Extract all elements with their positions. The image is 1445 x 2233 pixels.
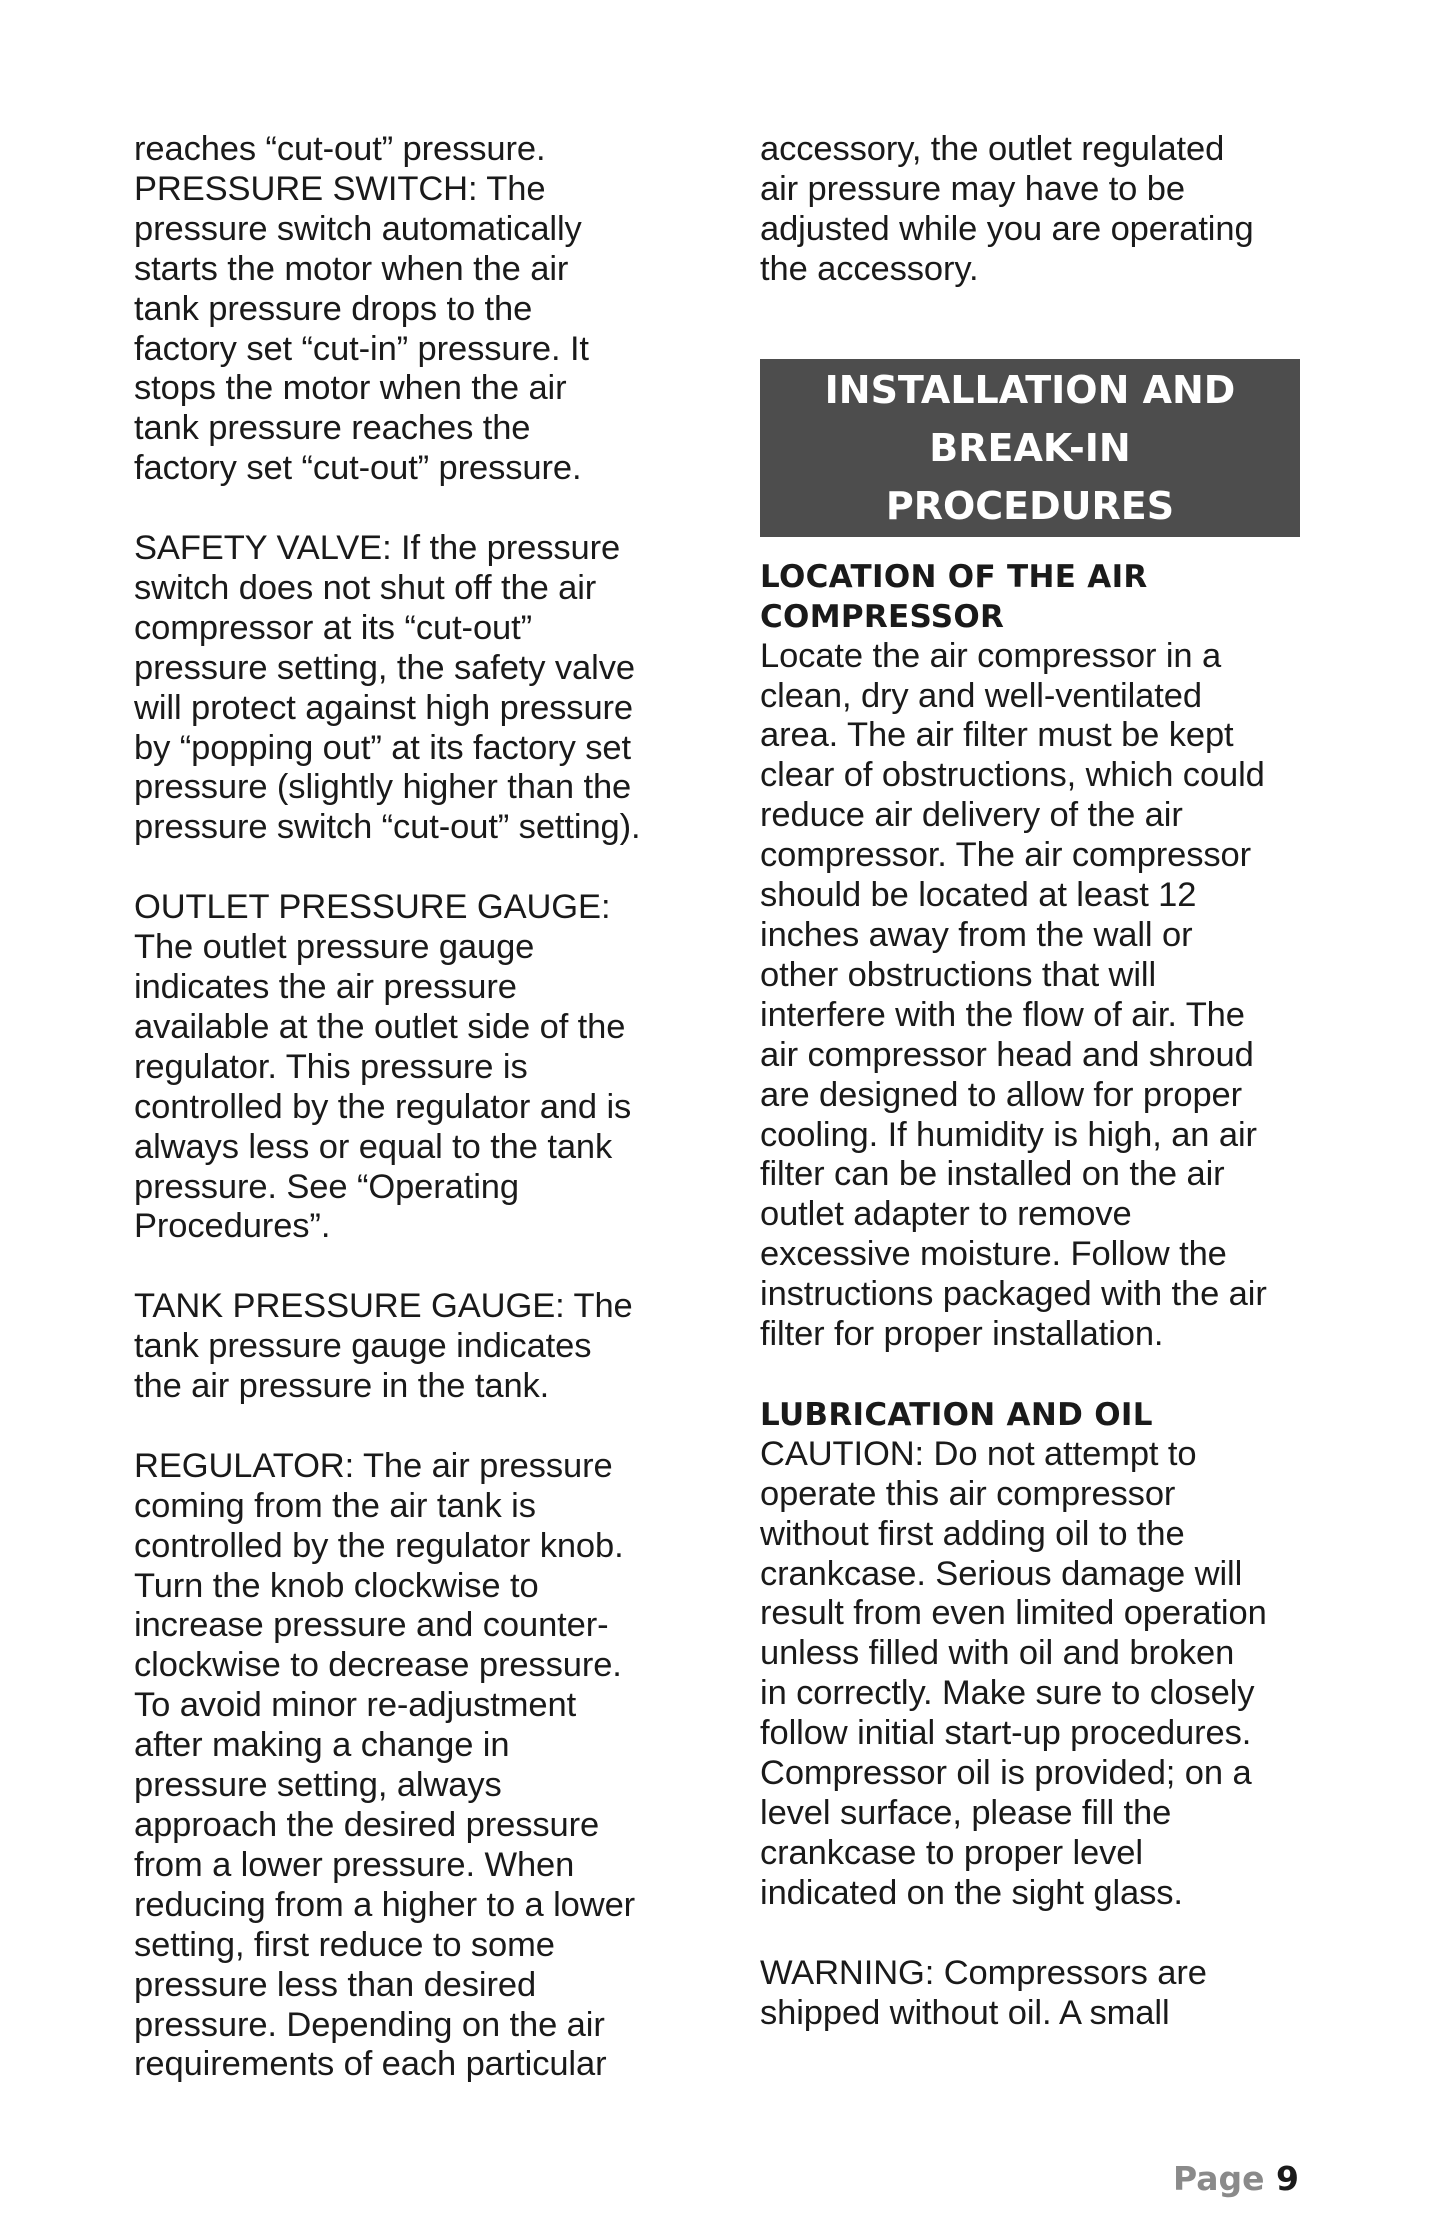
text-line: without first adding oil to the bbox=[760, 1514, 1185, 1553]
text-line: compressor at its “cut-out” bbox=[134, 608, 532, 647]
text-line: CAUTION: Do not attempt to bbox=[760, 1434, 1197, 1473]
section-banner bbox=[760, 359, 1300, 537]
text-line: clean, dry and well-ventilated bbox=[760, 676, 1202, 715]
text-line: after making a change in bbox=[134, 1726, 510, 1765]
text-line: reaches “cut-out” pressure. bbox=[134, 130, 546, 168]
page-number-value: 9 bbox=[1276, 2159, 1299, 2198]
right-column bbox=[760, 130, 1320, 2033]
text-line: pressure. See “Operating bbox=[134, 1167, 519, 1206]
text-line: requirements of each particular bbox=[134, 2045, 607, 2084]
text-line: area. The air filter must be kept bbox=[760, 716, 1234, 755]
text-line: starts the motor when the air bbox=[134, 249, 569, 288]
text-line: regulator. This pressure is bbox=[134, 1047, 528, 1086]
location-paragraph bbox=[760, 637, 1320, 1355]
text-line: Procedures”. bbox=[134, 1207, 331, 1246]
text-line: indicates the air pressure bbox=[134, 968, 517, 1006]
text-line: indicated on the sight glass. bbox=[760, 1873, 1183, 1912]
text-line: tank pressure gauge indicates bbox=[134, 1327, 592, 1366]
text-line: operate this air compressor bbox=[760, 1474, 1176, 1513]
page-number bbox=[1173, 2159, 1299, 2198]
text-line: shipped without oil. A small bbox=[760, 1993, 1170, 2032]
text-line: compressor. The air compressor bbox=[760, 836, 1252, 875]
text-line: TANK PRESSURE GAUGE: The bbox=[134, 1287, 633, 1326]
text-line: should be located at least 12 bbox=[760, 876, 1197, 915]
text-line: pressure setting, the safety valve bbox=[134, 648, 635, 687]
text-line: are designed to allow for proper bbox=[760, 1075, 1243, 1114]
text-line: air pressure may have to be bbox=[760, 169, 1185, 208]
lubrication-heading bbox=[760, 1395, 1320, 1435]
text-line: cooling. If humidity is high, an air bbox=[760, 1115, 1257, 1154]
text-line: clockwise to decrease pressure. bbox=[134, 1646, 622, 1685]
text-line: approach the desired pressure bbox=[134, 1806, 600, 1844]
text-line: REGULATOR: The air pressure bbox=[134, 1446, 613, 1485]
text-line: reducing from a higher to a lower bbox=[134, 1885, 636, 1924]
text-line: coming from the air tank is bbox=[134, 1486, 536, 1525]
text-line: clear of obstructions, which could bbox=[760, 756, 1265, 795]
text-line: OUTLET PRESSURE GAUGE: bbox=[134, 888, 611, 927]
warning-paragraph bbox=[760, 1954, 1320, 2034]
text-line: factory set “cut-in” pressure. It bbox=[134, 329, 589, 368]
left-column bbox=[134, 130, 686, 2085]
caution-paragraph bbox=[760, 1435, 1320, 1914]
text-line: LOCATION OF THE AIR bbox=[760, 558, 1148, 595]
text-line: air compressor head and shroud bbox=[760, 1035, 1254, 1074]
text-line: will protect against high pressure bbox=[134, 688, 634, 727]
text-line: from a lower pressure. When bbox=[134, 1845, 575, 1884]
text-line: LUBRICATION AND OIL bbox=[760, 1396, 1153, 1433]
text-line: filter can be installed on the air bbox=[760, 1155, 1225, 1194]
text-line: excessive moisture. Follow the bbox=[760, 1235, 1227, 1274]
text-line: crankcase. Serious damage will bbox=[760, 1554, 1243, 1593]
text-line: follow initial start-up procedures. bbox=[760, 1714, 1252, 1753]
text-line: pressure. Depending on the air bbox=[134, 2005, 605, 2044]
page-label: Page bbox=[1172, 2159, 1265, 2198]
safety-valve-paragraph bbox=[134, 529, 686, 848]
text-line: pressure switch automatically bbox=[134, 209, 582, 248]
text-line: PROCEDURES bbox=[885, 483, 1175, 528]
text-line: pressure (slightly higher than the bbox=[134, 768, 632, 807]
text-line: To avoid minor re-adjustment bbox=[134, 1686, 577, 1725]
text-line: SAFETY VALVE: If the pressure bbox=[134, 529, 621, 568]
text-line: BREAK-IN bbox=[929, 425, 1131, 470]
text-line: outlet adapter to remove bbox=[760, 1195, 1132, 1234]
text-line: result from even limited operation bbox=[760, 1594, 1267, 1633]
text-line: available at the outlet side of the bbox=[134, 1007, 626, 1046]
text-line: always less or equal to the tank bbox=[134, 1127, 613, 1166]
text-line: pressure switch “cut-out” setting). bbox=[134, 808, 641, 847]
text-line: controlled by the regulator and is bbox=[134, 1087, 632, 1126]
accessory-paragraph bbox=[760, 130, 1320, 290]
text-line: crankcase to proper level bbox=[760, 1833, 1143, 1872]
text-line: stops the motor when the air bbox=[134, 369, 567, 408]
text-line: the accessory. bbox=[760, 249, 979, 288]
text-line: the air pressure in the tank. bbox=[134, 1367, 550, 1406]
text-line: other obstructions that will bbox=[760, 955, 1157, 994]
pressure-switch-paragraph bbox=[134, 130, 686, 489]
text-line: Locate the air compressor in a bbox=[760, 636, 1222, 675]
outlet-pressure-gauge-paragraph bbox=[134, 888, 686, 1247]
text-line: factory set “cut-out” pressure. bbox=[134, 449, 582, 488]
text-line: pressure less than desired bbox=[134, 1965, 537, 2004]
text-line: inches away from the wall or bbox=[760, 915, 1193, 954]
text-line: pressure setting, always bbox=[134, 1766, 502, 1805]
text-line: level surface, please fill the bbox=[760, 1793, 1172, 1832]
text-line: accessory, the outlet regulated bbox=[760, 130, 1225, 168]
text-line: INSTALLATION AND bbox=[824, 367, 1236, 412]
text-line: unless filled with oil and broken bbox=[760, 1634, 1235, 1673]
text-line: instructions packaged with the air bbox=[760, 1275, 1267, 1314]
text-line: by “popping out” at its factory set bbox=[134, 728, 632, 767]
text-line: Compressor oil is provided; on a bbox=[760, 1754, 1252, 1793]
text-line: WARNING: Compressors are bbox=[760, 1953, 1207, 1992]
text-line: filter for proper installation. bbox=[760, 1315, 1164, 1354]
text-line: Turn the knob clockwise to bbox=[134, 1566, 539, 1605]
regulator-paragraph bbox=[134, 1447, 686, 2086]
tank-pressure-gauge-paragraph bbox=[134, 1287, 686, 1407]
text-line: adjusted while you are operating bbox=[760, 209, 1254, 248]
text-line: tank pressure reaches the bbox=[134, 409, 531, 448]
text-line: interfere with the flow of air. The bbox=[760, 995, 1245, 1034]
text-line: reduce air delivery of the air bbox=[760, 796, 1183, 835]
text-line: in correctly. Make sure to closely bbox=[760, 1674, 1255, 1713]
text-line: increase pressure and counter- bbox=[134, 1606, 609, 1645]
location-heading bbox=[760, 557, 1320, 637]
text-line: controlled by the regulator knob. bbox=[134, 1526, 624, 1565]
text-line: setting, first reduce to some bbox=[134, 1925, 555, 1964]
text-line: COMPRESSOR bbox=[760, 598, 1005, 635]
text-line: tank pressure drops to the bbox=[134, 289, 533, 328]
text-line: switch does not shut off the air bbox=[134, 568, 597, 607]
text-line: PRESSURE SWITCH: The bbox=[134, 169, 546, 208]
text-line: The outlet pressure gauge bbox=[134, 928, 535, 967]
